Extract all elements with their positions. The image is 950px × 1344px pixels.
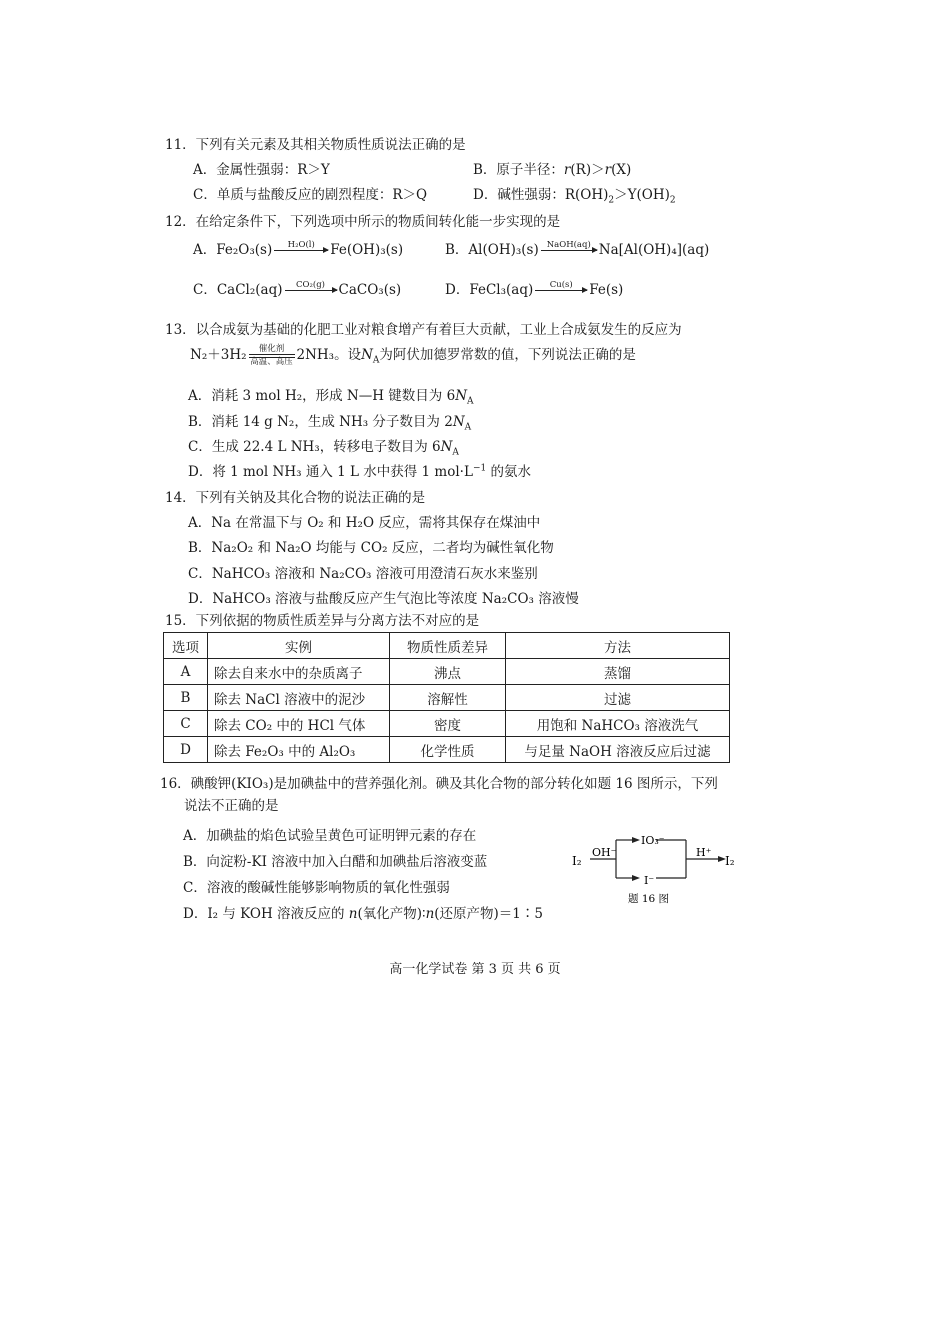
diagram-bottom-label: I⁻ xyxy=(644,874,655,887)
q12-option-d: D．FeCl₃(aq) Cu(s) Fe(s) xyxy=(445,280,624,298)
q14-option-a: A．Na 在常温下与 O₂ 和 H₂O 反应，需将其保存在煤油中 xyxy=(188,515,541,531)
table-cell: 蒸馏 xyxy=(506,659,730,685)
diagram-caption: 题 16 图 xyxy=(628,893,670,905)
table-header-row xyxy=(164,633,730,659)
diagram-right-label: I₂ xyxy=(725,854,735,868)
table-header-cell: 实例 xyxy=(208,633,390,659)
q16-stem-line2: 说法不正确的是 xyxy=(184,798,279,814)
q16-option-a: A．加碘盐的焰色试验呈黄色可证明钾元素的存在 xyxy=(183,828,477,844)
table-cell: 溶解性 xyxy=(390,685,506,711)
q13-option-b: B．消耗 14 g N₂，生成 NH₃ 分子数目为 $2N_A$ xyxy=(188,414,472,433)
q13-option-c: C．生成 22.4 L NH₃，转移电子数目为 $6N_A$ xyxy=(188,439,459,458)
table-cell: 过滤 xyxy=(506,685,730,711)
table-header-cell: 方法 xyxy=(506,633,730,659)
q13-equation: N₂＋3H₂ 催化剂 高温、高压 2NH₃。设$N_A$为阿伏加德罗常数的值，下列说法正确的是 xyxy=(190,343,636,367)
q14-option-d: D．NaHCO₃ 溶液与盐酸反应产生气泡比等浓度 Na₂CO₃ 溶液慢 xyxy=(188,591,579,607)
q11-option-b: B．原子半径：r(R)＞r(X) xyxy=(473,162,632,178)
q12-option-c: C．CaCl₂(aq) CO₂(g) CaCO₃(s) xyxy=(193,280,402,298)
q16-option-d: D．I₂ 与 KOH 溶液反应的 n(氧化产物)∶n(还原产物)＝1∶5 xyxy=(183,906,543,922)
q13-stem: 13．以合成氨为基础的化肥工业对粮食增产有着巨大贡献，工业上合成氨发生的反应为 xyxy=(165,322,682,338)
table-cell: 与足量 NaOH 溶液反应后过滤 xyxy=(506,737,730,763)
table-cell: D xyxy=(164,737,208,763)
q11-stem: 11．下列有关元素及其相关物质性质说法正确的是 xyxy=(165,137,466,153)
q14-option-c: C．NaHCO₃ 溶液和 Na₂CO₃ 溶液可用澄清石灰水来鉴别 xyxy=(188,566,538,582)
q16-diagram xyxy=(570,832,740,912)
table-cell: 密度 xyxy=(390,711,506,737)
table-cell: A xyxy=(164,659,208,685)
q12-option-b: B．Al(OH)₃(s) NaOH(aq) Na[Al(OH)₄](aq) xyxy=(445,240,710,258)
diagram-top-label: IO₃⁻ xyxy=(641,834,665,847)
table-row xyxy=(164,737,730,763)
q16-option-b: B．向淀粉-KI 溶液中加入白醋和加碘盐后溶液变蓝 xyxy=(183,854,488,870)
q11-option-c: C．单质与盐酸反应的剧烈程度：R＞Q xyxy=(193,187,428,203)
q16-option-c: C．溶液的酸碱性能够影响物质的氧化性强弱 xyxy=(183,880,450,896)
table-cell: B xyxy=(164,685,208,711)
table-cell: 除去 NaCl 溶液中的泥沙 xyxy=(208,685,390,711)
table-cell: 化学性质 xyxy=(390,737,506,763)
q16-stem-line1: 16．碘酸钾(KIO₃)是加碘盐中的营养强化剂。碘及其化合物的部分转化如题 16 图所示，下列 xyxy=(160,776,718,792)
q12-option-a: A．Fe₂O₃(s) H₂O(l) Fe(OH)₃(s) xyxy=(193,240,404,258)
q15-table xyxy=(163,632,730,763)
q14-stem: 14．下列有关钠及其化合物的说法正确的是 xyxy=(165,490,426,506)
table-row xyxy=(164,711,730,737)
q11-option-d: D．碱性强弱：$R(OH)_2>Y(OH)_2$ xyxy=(473,187,676,206)
table-row xyxy=(164,685,730,711)
table-cell: C xyxy=(164,711,208,737)
diagram-left-label: I₂ xyxy=(572,854,582,868)
q14-option-b: B．Na₂O₂ 和 Na₂O 均能与 CO₂ 反应，二者均为碱性氧化物 xyxy=(188,540,554,556)
table-header-cell: 物质性质差异 xyxy=(390,633,506,659)
q13-option-a: A．消耗 3 mol H₂，形成 N—H 键数目为 $6N_A$ xyxy=(188,388,474,407)
q13-option-d: D．将 1 mol NH₃ 通入 1 L 水中获得 1 $mol\cdot L^{-1}$ 的氨水 xyxy=(188,463,532,480)
table-cell: 除去自来水中的杂质离子 xyxy=(208,659,390,685)
table-cell: 除去 Fe₂O₃ 中的 Al₂O₃ xyxy=(208,737,390,763)
diagram-h-label: H⁺ xyxy=(696,846,712,859)
table-cell: 除去 CO₂ 中的 HCl 气体 xyxy=(208,711,390,737)
q15-stem: 15．下列依据的物质性质差异与分离方法不对应的是 xyxy=(165,613,480,629)
page-footer: 高一化学试卷 第 3 页 共 6 页 xyxy=(389,962,561,977)
table-cell: 沸点 xyxy=(390,659,506,685)
table-header-cell: 选项 xyxy=(164,633,208,659)
table-row xyxy=(164,659,730,685)
q12-stem: 12．在给定条件下，下列选项中所示的物质间转化能一步实现的是 xyxy=(165,214,561,230)
q11-option-a: A．金属性强弱：R＞Y xyxy=(193,162,330,178)
diagram-oh-label: OH⁻ xyxy=(592,846,617,859)
table-cell: 用饱和 NaHCO₃ 溶液洗气 xyxy=(506,711,730,737)
